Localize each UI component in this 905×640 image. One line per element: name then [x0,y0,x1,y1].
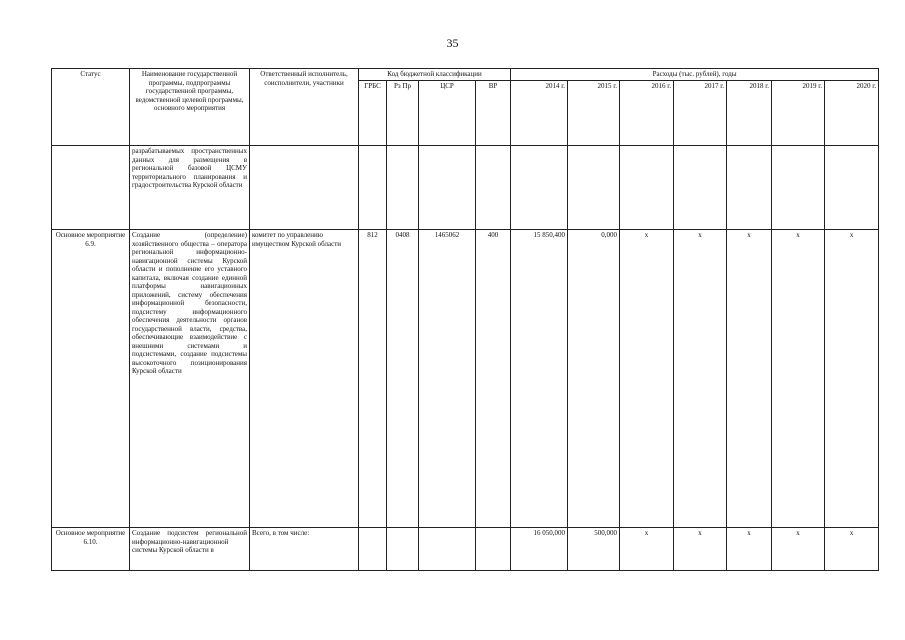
row-value-2018: x [727,528,772,571]
row-value-2015: 500,000 [568,528,620,571]
header-year-2020: 2020 г. [825,81,879,146]
row-rzpr [387,528,419,571]
row-vr [476,528,511,571]
header-grbs: ГРБС [359,81,387,146]
row-name: Создание (определение) хозяйственного общества – оператора региональной информационно-навигационной системы Курской области и пополнение его уставного капитала, включая создание единной платформы навигационных приложений, систему обеспечения информационной безопасности, подсистему информационного обеспечения деятельности органов государственной власти, средства, обеспечивающие взаимодействие с внешними системами и подсистемами, создание подсистемы высокоточного позиционирования Курской области [130,230,250,528]
row-vr [476,146,511,230]
header-vr: ВР [476,81,511,146]
row-executor [250,146,359,230]
header-csr: ЦСР [419,81,476,146]
row-value-2014: 16 050,000 [511,528,568,571]
row-status: Основное мероприятие 6.10. [52,528,130,571]
header-year-2017: 2017 г. [674,81,727,146]
row-value-2014 [511,146,568,230]
header-expenses-group: Расходы (тыс. рублей), годы [511,69,879,81]
row-rzpr: 0408 [387,230,419,528]
row-csr [419,146,476,230]
row-grbs [359,146,387,230]
header-year-2016: 2016 г. [620,81,674,146]
row-value-2018: x [727,230,772,528]
header-executor: Ответственный исполнитель, соисполнители, участники [250,69,359,146]
row-value-2017: x [674,230,727,528]
header-year-2018: 2018 г. [727,81,772,146]
row-value-2020: x [825,528,879,571]
header-year-2014: 2014 г. [511,81,568,146]
row-value-2017 [674,146,727,230]
header-status: Статус [52,69,130,146]
row-name: разрабатываемых пространственных данных для размещения в региональной базовой ЦСМУ территориального планирования и градостроительства Курской области [130,146,250,230]
row-grbs [359,528,387,571]
row-value-2020: x [825,230,879,528]
row-rzpr [387,146,419,230]
row-value-2017: x [674,528,727,571]
row-csr: 1465062 [419,230,476,528]
row-value-2019: x [772,528,825,571]
header-rzpr: Рз Пр [387,81,419,146]
row-executor: Всего, в том числе: [250,528,359,571]
row-status: Основное мероприятие 6.9. [52,230,130,528]
row-value-2015: 0,000 [568,230,620,528]
header-year-2019: 2019 г. [772,81,825,146]
table-row [52,528,879,571]
page-number: 35 [446,36,459,50]
header-year-2015: 2015 г. [568,81,620,146]
table-row [52,230,879,528]
row-vr: 400 [476,230,511,528]
row-value-2015 [568,146,620,230]
header-budget-code-group: Код бюджетной классификации [359,69,511,81]
row-value-2018 [727,146,772,230]
row-csr [419,528,476,571]
row-value-2014: 15 850,400 [511,230,568,528]
row-value-2019: x [772,230,825,528]
row-grbs: 812 [359,230,387,528]
row-value-2020 [825,146,879,230]
table-row [52,146,879,230]
row-executor: комитет по управлению имуществом Курской области [250,230,359,528]
row-name: Создание подсистем региональной информационно-навигационной системы Курской области в [130,528,250,571]
budget-table [51,68,879,571]
row-value-2016: x [620,230,674,528]
row-value-2016: x [620,528,674,571]
row-value-2019 [772,146,825,230]
row-status [52,146,130,230]
row-value-2016 [620,146,674,230]
header-name: Наименование государственной программы, подпрограммы государственной программы, ведомственной целевой программы, основного мероприятия [130,69,250,146]
